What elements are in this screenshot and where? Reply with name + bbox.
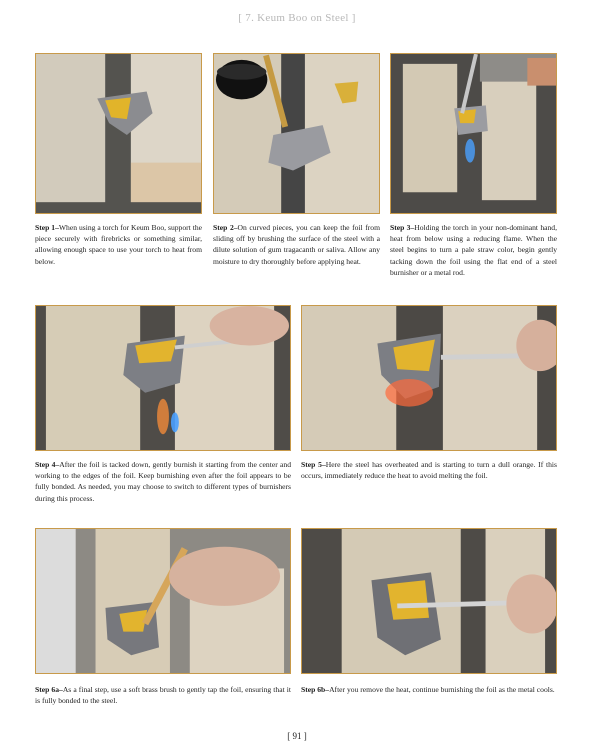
step-6b-photo [301,528,557,674]
step-1-text: When using a torch for Keum Boo, support the piece securely with firebricks or something similar, allowing enough space to use your torch to heat from below. [35,223,202,266]
step-6a-photo [35,528,291,674]
step-5-caption: Step 5–Here the steel has overheated and is starting to turn a dull orange. If this occurs, immediately reduce the heat to avoid melting the foil. [301,460,557,481]
running-header: [ 7. Keum Boo on Steel ] [238,12,356,24]
step-3-text: Holding the torch in your non-dominant hand, heat from below using a reducing flame. When the steel begins to turn a pale straw color, begin gently tacking down the foil using the flat end of a steel burnisher or a metal rod. [390,223,557,277]
step-2-photo [213,53,380,214]
step-6b-label: Step 6b [301,685,326,694]
step-2-caption: Step 2–On curved pieces, you can keep the foil from sliding off by brushing the surface of the steel with a dilute solution of gum tragacanth or saliva. Allow any moisture to dry thoroughly before applying heat. [213,223,380,266]
step-1-caption: Step 1–When using a torch for Keum Boo, support the piece securely with firebricks or something similar, allowing enough space to use your torch to heat from below. [35,223,202,266]
step-6a-caption: Step 6a–As a final step, use a soft brass brush to gently tap the foil, ensuring that it is fully bonded to the steel. [35,685,291,706]
step-6b-text: After you remove the heat, continue burnishing the foil as the metal cools. [329,685,555,694]
step-6b-caption: Step 6b–After you remove the heat, continue burnishing the foil as the metal cools. [301,685,555,694]
step-1-photo [35,53,202,214]
step-5-text: Here the steel has overheated and is starting to turn a dull orange. If this occurs, immediately reduce the heat to avoid melting the foil. [301,460,557,481]
step-3-photo [390,53,557,214]
step-3-label: Step 3 [390,223,411,232]
step-4-caption: Step 4–After the foil is tacked down, gently burnish it starting from the center and working to the edges of the foil. Keep burnishing even after the foil appears to be fully bonded. As needed, you may choose to switch to different types of burnishers during this process. [35,460,291,503]
step-6a-label: Step 6a [35,685,60,694]
step-3-caption: Step 3–Holding the torch in your non-dominant hand, heat from below using a reducing flame. When the steel begins to turn a pale straw color, begin gently tacking down the foil using the flat end of a steel burnisher or a metal rod. [390,223,557,277]
step-5-photo [301,305,557,451]
step-6a-text: As a final step, use a soft brass brush to gently tap the foil, ensuring that it is fully bonded to the steel. [35,685,291,706]
step-1-label: Step 1 [35,223,56,232]
step-4-label: Step 4 [35,460,56,469]
step-4-text: After the foil is tacked down, gently burnish it starting from the center and working to the edges of the foil. Keep burnishing even after the foil appears to be fully bonded. As needed, you may choose to switch to different types of burnishers during this process. [35,460,291,503]
step-2-text: On curved pieces, you can keep the foil from sliding off by brushing the surface of the steel with a dilute solution of gum tragacanth or saliva. Allow any moisture to dry thoroughly before applying heat. [213,223,380,266]
step-2-label: Step 2 [213,223,234,232]
step-4-photo [35,305,291,451]
step-5-label: Step 5 [301,460,322,469]
page-number: [ 91 ] [287,731,307,741]
